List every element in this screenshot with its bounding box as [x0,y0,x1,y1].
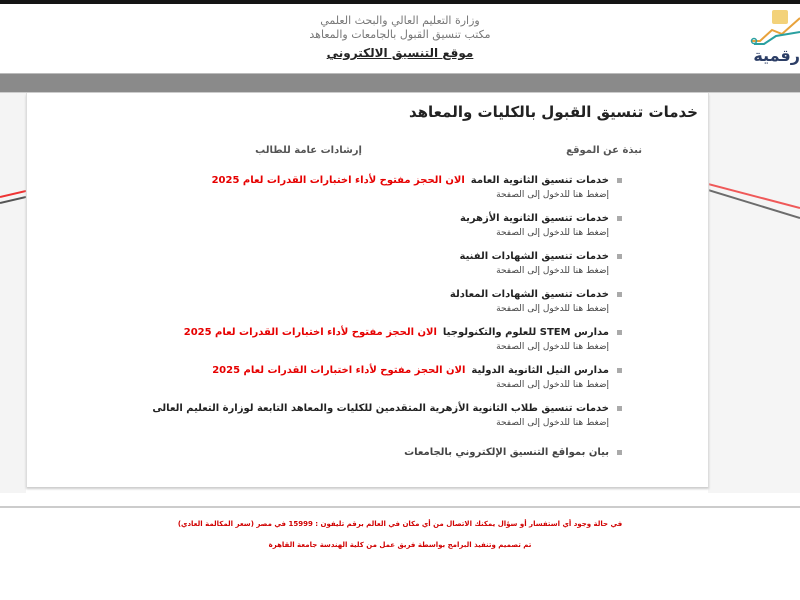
enter-page-link[interactable]: إضغط هنا للدخول إلى الصفحة [496,228,609,238]
enter-page-link[interactable]: إضغط هنا للدخول إلى الصفحة [496,380,609,390]
service-alert: الان الحجز مفتوح لأداء اختبارات القدرات لعام 2025 [211,175,465,186]
bullet-icon [617,450,622,455]
bullet-icon [617,330,622,335]
service-link[interactable] [152,365,622,376]
list-item [152,251,622,289]
bullet-icon [617,216,622,221]
service-title: مدارس STEM للعلوم والتكنولوجيا [442,327,609,338]
enter-page-link[interactable]: إضغط هنا للدخول إلى الصفحة [496,342,609,352]
list-item [152,175,622,213]
service-title: خدمات تنسيق الثانوية العامة [470,175,609,186]
enter-page-link[interactable]: إضغط هنا للدخول إلى الصفحة [496,266,609,276]
bullet-icon [617,368,622,373]
about-site-link[interactable]: نبذة عن الموقع [566,145,642,156]
digital-logo [750,8,800,70]
service-link[interactable] [152,213,622,224]
ministry-name: وزارة التعليم العالي والبحث العلمي [320,14,480,27]
service-link[interactable] [152,289,622,300]
service-title: خدمات تنسيق الثانوية الأزهرية [460,213,609,224]
student-guide-link[interactable]: إرشادات عامة للطالب [255,145,362,156]
footer-credits-text: تم تصميم وتنفيذ البرامج بواسطة فريق عمل من كلية الهندسة جامعة القاهرة [268,541,532,549]
service-alert: الان الحجز مفتوح لأداء اختبارات القدرات لعام 2025 [212,365,466,376]
bullet-icon [617,254,622,259]
universities-list-link[interactable] [152,447,622,458]
service-link[interactable] [152,327,622,338]
service-title: خدمات تنسيق الشهادات المعادلة [449,289,609,300]
gray-nav-band [0,73,800,93]
header-titles [250,14,550,61]
service-link[interactable] [152,403,622,414]
list-item [152,403,622,441]
site-home-link[interactable]: موقع التنسيق الالكتروني [326,46,474,60]
service-title: بيان بمواقع التنسيق الإلكتروني بالجامعات [404,447,609,458]
bullet-icon [617,406,622,411]
decorative-flag-right [708,93,800,493]
logo-text: رقمية [753,46,800,65]
list-item [152,365,622,403]
list-item [152,447,622,485]
services-card [26,93,709,487]
footer-divider [0,506,800,508]
service-link[interactable] [152,175,622,186]
service-title: مدارس النيل الثانوية الدولية [471,365,609,376]
list-item [152,289,622,327]
footer [0,520,800,562]
decorative-flag-left [0,93,26,493]
list-item [152,213,622,251]
service-title: خدمات تنسيق طلاب الثانوية الأزهرية المتقدمين للكليات والمعاهد التابعة لوزارة التعليم العالى [152,403,609,414]
enter-page-link[interactable]: إضغط هنا للدخول إلى الصفحة [496,190,609,200]
footer-contact-text: في حالة وجود أي استفسار أو سؤال يمكنك الاتصال من أي مكان في العالم برقم تليفون : 15999 في مصر (سعر المكالمة العادي) [177,520,623,528]
list-item [152,327,622,365]
page-title: خدمات تنسيق القبول بالكليات والمعاهد [408,103,698,121]
header [0,4,800,72]
enter-page-link[interactable]: إضغط هنا للدخول إلى الصفحة [496,418,609,428]
services-list [152,175,622,485]
logo-graphic-icon [750,8,800,48]
flag-stripes-icon [708,93,800,493]
service-alert: الان الحجز مفتوح لأداء اختبارات القدرات لعام 2025 [183,327,437,338]
enter-page-link[interactable]: إضغط هنا للدخول إلى الصفحة [496,304,609,314]
service-title: خدمات تنسيق الشهادات الفنية [459,251,609,262]
office-name: مكتب تنسيق القبول بالجامعات والمعاهد [309,28,491,41]
bullet-icon [617,292,622,297]
service-link[interactable] [152,251,622,262]
bullet-icon [617,178,622,183]
flag-stripes-icon [0,93,26,493]
